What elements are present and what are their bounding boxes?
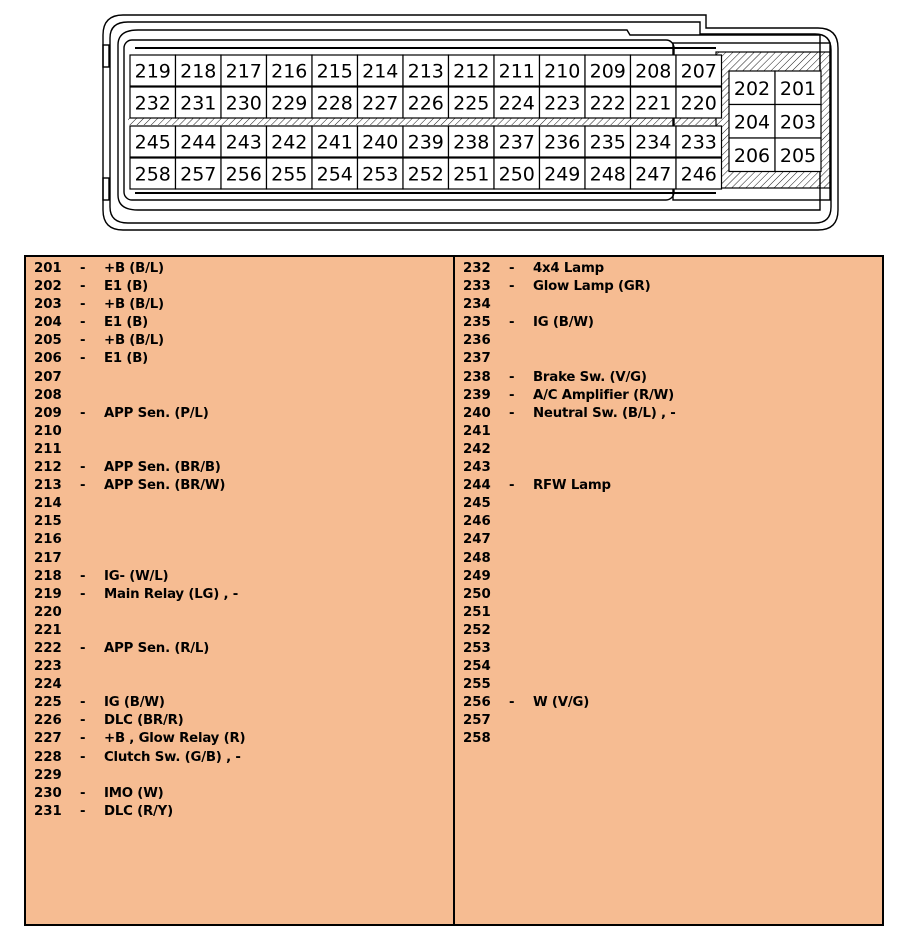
pin-row [455,260,882,278]
pin-row-dash: - [80,785,86,801]
pin-row-number: 203 [34,297,62,313]
pin-assignment-table [24,255,884,926]
pin-row-description: APP Sen. (BR/B) [104,460,221,476]
pin-number: 252 [407,163,444,186]
pin-cell-241 [312,126,358,157]
pin-cell-210 [540,55,586,86]
pin-number: 256 [225,163,262,186]
pin-row-dash: - [80,586,86,602]
pin-number: 234 [635,131,672,154]
pin-cell-204 [729,105,775,139]
pin-number: 204 [733,111,771,134]
pin-cell-257 [176,158,222,189]
pin-cell-223 [540,87,586,118]
pin-number: 227 [362,92,399,115]
pin-row-number: 230 [34,785,62,801]
pin-row [26,550,453,568]
pin-row-number: 252 [463,622,491,638]
pin-row-number: 205 [34,333,62,349]
pin-cell-209 [585,55,631,86]
pin-row-dash: - [509,387,515,403]
pin-row [26,803,453,821]
pin-row-number: 217 [34,550,62,566]
pin-cell-249 [540,158,586,189]
pin-row [26,495,453,513]
pin-number: 229 [271,92,308,115]
pin-row-number: 209 [34,405,62,421]
pin-row [455,423,882,441]
pin-cell-256 [221,158,267,189]
pin-row-dash: - [80,713,86,729]
pin-number: 257 [180,163,217,186]
pin-row-number: 228 [34,749,62,765]
pin-row-description: IG (B/W) [533,315,594,331]
pin-number: 245 [134,131,171,154]
pin-number: 220 [680,92,717,115]
pin-row-number: 222 [34,640,62,656]
pin-cell-220 [676,87,722,118]
pin-row [26,694,453,712]
pin-row-description: Brake Sw. (V/G) [533,369,647,385]
pin-row-dash: - [80,315,86,331]
pin-row-description: E1 (B) [104,279,149,295]
pin-number: 207 [680,60,717,83]
pin-number: 203 [779,111,817,134]
pin-row-number: 214 [34,496,62,512]
pin-row [455,694,882,712]
connector-diagram [0,0,900,240]
pin-row [26,640,453,658]
pin-number: 249 [544,163,581,186]
pin-number: 224 [498,92,535,115]
pin-number: 237 [498,131,535,154]
pin-row-dash: - [80,803,86,819]
pin-cell-247 [631,158,677,189]
pin-row [455,550,882,568]
pin-number: 247 [635,163,672,186]
pin-number: 254 [316,163,353,186]
pin-cell-255 [267,158,313,189]
pin-row-number: 235 [463,315,491,331]
pin-number: 214 [362,60,399,83]
pin-number: 210 [544,60,581,83]
pin-row-number: 245 [463,496,491,512]
pin-cell-254 [312,158,358,189]
pin-row [26,314,453,332]
pin-row [455,658,882,676]
pin-row-number: 247 [463,532,491,548]
pin-row-dash: - [80,731,86,747]
pin-row-description: +B , Glow Relay (R) [104,731,246,747]
pin-row-description: Main Relay (LG) , - [104,586,239,602]
pin-row [455,622,882,640]
pin-cell-202 [729,71,775,105]
pin-row-number: 219 [34,586,62,602]
pin-row-number: 241 [463,423,491,439]
pin-cell-221 [631,87,677,118]
pin-row [26,405,453,423]
pin-cell-207 [676,55,722,86]
pin-row-number: 212 [34,460,62,476]
pin-row [455,676,882,694]
pin-row-dash: - [80,351,86,367]
pin-row-number: 258 [463,731,491,747]
pin-row-dash: - [80,749,86,765]
pin-row-dash: - [80,640,86,656]
pin-number: 218 [180,60,217,83]
pin-cell-226 [403,87,449,118]
pin-number: 217 [225,60,262,83]
pin-row-number: 216 [34,532,62,548]
pin-cell-243 [221,126,267,157]
pin-number: 232 [134,92,171,115]
pin-row-description: W (V/G) [533,695,590,711]
pin-cell-237 [494,126,540,157]
pin-row-number: 224 [34,677,62,693]
pin-row [455,730,882,748]
pin-number: 255 [271,163,308,186]
pin-row-number: 215 [34,514,62,530]
pin-row-dash: - [509,279,515,295]
pin-row-description: APP Sen. (BR/W) [104,478,226,494]
pin-row-number: 232 [463,261,491,276]
pin-cell-231 [176,87,222,118]
pin-row [26,459,453,477]
pin-row [455,586,882,604]
pin-row-dash: - [509,478,515,494]
pin-cell-201 [775,71,821,105]
pin-number: 225 [453,92,490,115]
pin-row [455,278,882,296]
pin-number: 223 [544,92,581,115]
pin-row-number: 244 [463,478,491,494]
pin-row-number: 246 [463,514,491,530]
pin-number: 213 [407,60,444,83]
pin-row-number: 237 [463,351,491,367]
pin-cell-240 [358,126,404,157]
pin-row-number: 221 [34,622,62,638]
pin-row-number: 236 [463,333,491,349]
pin-row-description: DLC (BR/R) [104,713,184,729]
pin-number: 231 [180,92,217,115]
pin-cell-215 [312,55,358,86]
pin-cell-251 [449,158,495,189]
pin-row-dash: - [80,261,86,276]
pin-cell-219 [130,55,176,86]
pin-number: 258 [134,163,171,186]
pin-cell-258 [130,158,176,189]
pin-cell-213 [403,55,449,86]
pin-row [26,441,453,459]
pin-row-number: 251 [463,604,491,620]
pin-row-number: 213 [34,478,62,494]
pin-row-dash: - [509,315,515,331]
pin-row-number: 208 [34,387,62,403]
pin-row-description: Clutch Sw. (G/B) , - [104,749,241,765]
pin-row [26,513,453,531]
pin-row [26,785,453,803]
pin-cell-246 [676,158,722,189]
pin-row [26,369,453,387]
pin-number: 226 [407,92,444,115]
pin-row-number: 210 [34,423,62,439]
pin-row-dash: - [509,405,515,421]
pin-row [455,568,882,586]
pin-row-number: 240 [463,405,491,421]
pin-row-description: A/C Amplifier (R/W) [533,387,674,403]
pin-row-description: RFW Lamp [533,478,611,494]
pin-row [26,332,453,350]
pin-row [455,350,882,368]
pin-number: 239 [407,131,444,154]
pin-row [455,369,882,387]
pin-cell-216 [267,55,313,86]
pin-number: 221 [635,92,672,115]
pin-number: 251 [453,163,490,186]
pin-row-number: 255 [463,677,491,693]
pin-number: 253 [362,163,399,186]
pin-row-description: Glow Lamp (GR) [533,279,651,295]
pin-row-number: 211 [34,441,62,457]
pin-row-number: 207 [34,369,62,385]
pin-cell-253 [358,158,404,189]
pin-cell-230 [221,87,267,118]
pin-row-description: +B (B/L) [104,297,164,313]
pin-row-number: 204 [34,315,62,331]
pin-row [26,477,453,495]
pin-number: 242 [271,131,308,154]
pin-number: 233 [680,131,717,154]
pin-row-number: 220 [34,604,62,620]
pin-cell-222 [585,87,631,118]
pin-cell-238 [449,126,495,157]
pin-cell-248 [585,158,631,189]
connector-housing [103,15,838,230]
pin-cell-217 [221,55,267,86]
pin-cell-225 [449,87,495,118]
pin-list-right [453,257,882,924]
pin-row-number: 231 [34,803,62,819]
pin-row [455,405,882,423]
pin-row-description: IMO (W) [104,785,164,801]
pin-number: 201 [779,77,817,100]
pin-row [26,568,453,586]
pin-row-number: 227 [34,731,62,747]
pin-row [26,387,453,405]
pin-row-number: 239 [463,387,491,403]
pin-row-dash: - [509,261,515,276]
pin-cell-239 [403,126,449,157]
pin-row [455,604,882,622]
pin-number: 246 [680,163,717,186]
pin-cell-208 [631,55,677,86]
pin-number: 219 [134,60,171,83]
pin-row [455,387,882,405]
pin-number: 202 [733,77,771,100]
pin-number: 230 [225,92,262,115]
pin-cell-227 [358,87,404,118]
pin-row-number: 257 [463,713,491,729]
pin-row [26,749,453,767]
pin-row-description: APP Sen. (P/L) [104,405,209,421]
pin-row-description: IG- (W/L) [104,568,169,584]
pin-cell-212 [449,55,495,86]
pin-cell-203 [775,105,821,139]
pin-row [26,676,453,694]
pin-row-description: DLC (R/Y) [104,803,173,819]
pin-row-number: 226 [34,713,62,729]
pin-row-number: 256 [463,695,491,711]
pin-cell-244 [176,126,222,157]
pin-number: 244 [180,131,217,154]
pin-row-number: 234 [463,297,491,313]
pin-row [455,477,882,495]
pin-row [455,332,882,350]
pin-row-description: E1 (B) [104,351,149,367]
pin-cell-229 [267,87,313,118]
pin-row-description: IG (B/W) [104,695,165,711]
pin-cell-224 [494,87,540,118]
pin-row [26,531,453,549]
pin-row [26,767,453,785]
pin-row-dash: - [80,279,86,295]
pin-row-number: 254 [463,659,491,675]
pin-row [26,730,453,748]
pin-row-number: 238 [463,369,491,385]
pin-number: 222 [589,92,626,115]
pin-row-description: 4x4 Lamp [533,261,604,276]
pin-cell-245 [130,126,176,157]
pin-cell-250 [494,158,540,189]
pin-row [26,350,453,368]
pin-row-number: 248 [463,550,491,566]
pin-row-dash: - [509,369,515,385]
pin-cell-236 [540,126,586,157]
pin-number: 208 [635,60,672,83]
pin-row-number: 250 [463,586,491,602]
pin-row [455,314,882,332]
pin-row [26,658,453,676]
pin-number: 211 [498,60,535,83]
pin-row-dash: - [80,568,86,584]
pin-row [455,513,882,531]
pin-row-description: +B (B/L) [104,333,164,349]
pin-row [26,296,453,314]
pin-number: 236 [544,131,581,154]
pin-row [26,260,453,278]
pin-row [26,423,453,441]
pin-cell-205 [775,138,821,172]
pin-row-number: 206 [34,351,62,367]
pin-cell-228 [312,87,358,118]
pin-number: 205 [779,144,817,167]
pin-cell-206 [729,138,775,172]
pin-number: 212 [453,60,490,83]
pin-row-description: APP Sen. (R/L) [104,640,210,656]
pin-cell-242 [267,126,313,157]
pin-cell-234 [631,126,677,157]
pin-row-number: 218 [34,568,62,584]
pin-number: 206 [733,144,771,167]
pin-cell-235 [585,126,631,157]
pin-row [455,712,882,730]
pin-row-dash: - [80,695,86,711]
pin-list-left [26,257,453,924]
pin-row-dash: - [80,460,86,476]
pin-number: 248 [589,163,626,186]
pin-row-number: 229 [34,767,62,783]
pin-row-number: 233 [463,279,491,295]
pin-cell-252 [403,158,449,189]
pin-row-number: 242 [463,441,491,457]
pin-row [26,278,453,296]
pin-row-description: Neutral Sw. (B/L) , - [533,405,676,421]
pin-number: 216 [271,60,308,83]
pin-row [26,622,453,640]
pin-row-dash: - [80,297,86,313]
pin-number: 238 [453,131,490,154]
pin-row [26,712,453,730]
pin-cell-211 [494,55,540,86]
pin-number: 209 [589,60,626,83]
pin-row [26,586,453,604]
pin-row [455,441,882,459]
pin-row-number: 253 [463,640,491,656]
pin-number: 235 [589,131,626,154]
side-pin-grid [729,71,821,172]
pin-row-number: 249 [463,568,491,584]
pin-row-number: 243 [463,460,491,476]
pin-number: 240 [362,131,399,154]
pin-row-description: E1 (B) [104,315,149,331]
pin-row [455,459,882,477]
pin-row-number: 202 [34,279,62,295]
pin-cell-214 [358,55,404,86]
pin-number: 228 [316,92,353,115]
pin-cell-233 [676,126,722,157]
pin-number: 250 [498,163,535,186]
pin-number: 215 [316,60,353,83]
pin-row-dash: - [80,333,86,349]
pin-row-number: 201 [34,261,62,276]
pin-row-dash: - [509,695,515,711]
pin-number: 241 [316,131,353,154]
pin-number: 243 [225,131,262,154]
pin-row [26,604,453,622]
pin-cell-232 [130,87,176,118]
pin-row-number: 223 [34,659,62,675]
pin-row-dash: - [80,478,86,494]
pin-cell-218 [176,55,222,86]
pin-row [455,640,882,658]
pin-row-dash: - [80,405,86,421]
pin-row-number: 225 [34,695,62,711]
pin-row-description: +B (B/L) [104,261,164,276]
pin-row [455,296,882,314]
pin-row [455,531,882,549]
pin-row [455,495,882,513]
